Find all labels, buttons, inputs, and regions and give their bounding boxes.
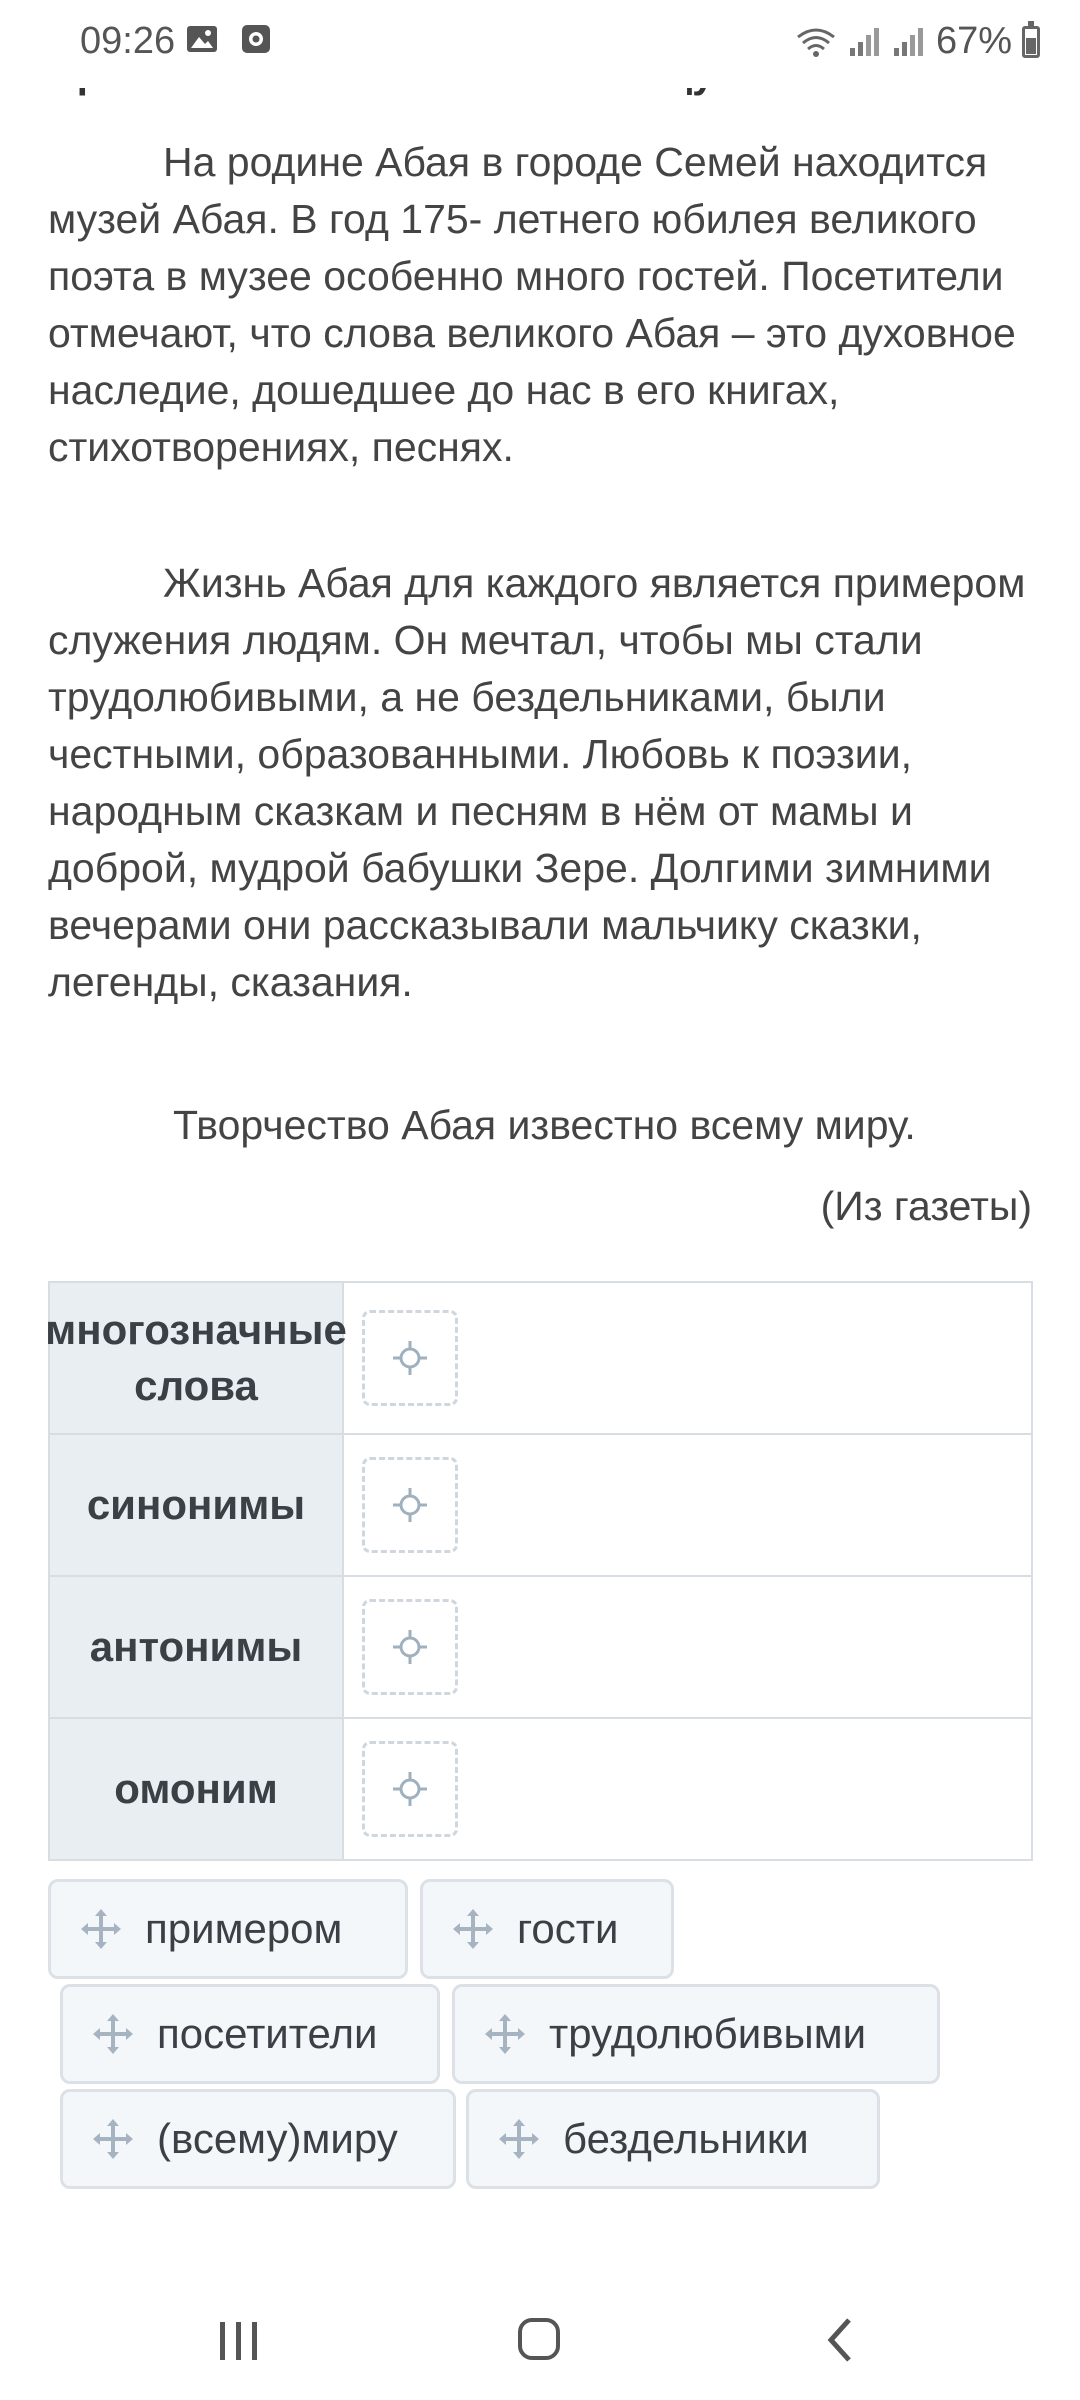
dropzone-antonyms[interactable]	[362, 1599, 458, 1695]
word-chip[interactable]	[60, 2089, 456, 2189]
gallery-notification-icon	[186, 24, 218, 54]
table-row	[50, 1577, 1031, 1719]
row-drop-area[interactable]	[344, 1577, 1031, 1717]
row-label-synonyms: синонимы	[50, 1435, 344, 1575]
word-chip-label: (всему)миру	[157, 2115, 398, 2162]
signal-icon-1	[848, 26, 882, 58]
row-label-antonyms: антонимы	[50, 1577, 344, 1717]
table-row	[50, 1435, 1031, 1577]
status-bar	[0, 0, 1080, 88]
move-target-icon	[390, 1769, 430, 1809]
move-target-icon	[390, 1338, 430, 1378]
back-icon[interactable]	[825, 2316, 855, 2364]
battery-percent: 67%	[935, 20, 1012, 62]
row-drop-area[interactable]	[344, 1719, 1031, 1859]
word-chip[interactable]	[420, 1879, 674, 1979]
recent-apps-icon[interactable]	[216, 2320, 262, 2362]
wifi-icon	[794, 25, 838, 59]
move-target-icon	[390, 1627, 430, 1667]
dropzone-polysemous[interactable]	[362, 1310, 458, 1406]
text-paragraph-1: На родине Абая в городе Семей находится музей Абая. В год 175- летнего юбилея великого поэта в музее особенно много гостей. Посетители отмечают, что слова великого Абая – это духовное наследие, дошедшее до нас в его книгах, стихотворениях, песнях.	[48, 139, 1016, 470]
dropzone-synonyms[interactable]	[362, 1457, 458, 1553]
status-time: 09:26	[80, 20, 176, 62]
home-icon[interactable]	[518, 2318, 560, 2360]
battery-icon	[1022, 26, 1040, 58]
word-chip[interactable]	[48, 1879, 408, 1979]
text-paragraph-2: Жизнь Абая для каждого является примером служения людям. Он мечтал, чтобы мы стали трудолюбивыми, а не бездельниками, были честными, образованными. Любовь к поэзии, народным сказкам и песням в нём от мамы и доброй, мудрой бабушки Зере. Долгими зимними вечерами они рассказывали мальчику сказки, легенды, сказания.	[48, 560, 1026, 1005]
row-drop-area[interactable]	[344, 1283, 1031, 1433]
word-chip-label: посетители	[157, 2010, 378, 2057]
move-target-icon	[390, 1485, 430, 1525]
drag-move-icon	[451, 1907, 495, 1951]
system-nav-bar	[0, 2280, 1080, 2400]
answer-table	[45, 1281, 1033, 1861]
table-row	[45, 1283, 1031, 1435]
dropzone-homonym[interactable]	[362, 1741, 458, 1837]
drag-move-icon	[79, 1907, 123, 1951]
signal-icon-2	[892, 26, 926, 58]
word-chip-label: бездельники	[563, 2115, 809, 2162]
text-source: (Из газеты)	[820, 1183, 1032, 1229]
word-chip-label: примером	[145, 1905, 343, 1952]
status-right	[794, 20, 1040, 63]
word-chip[interactable]	[60, 1984, 440, 2084]
drag-move-icon	[91, 2117, 135, 2161]
row-label-homonym: омоним	[50, 1719, 344, 1859]
drag-move-icon	[91, 2012, 135, 2056]
word-chip-label: гости	[517, 1905, 619, 1952]
app-notification-icon	[240, 24, 272, 54]
row-drop-area[interactable]	[344, 1435, 1031, 1575]
row-label-polysemous: многозначные слова	[50, 1283, 344, 1433]
word-chip[interactable]	[452, 1984, 940, 2084]
text-paragraph-3: Творчество Абая известно всему миру.	[173, 1102, 916, 1148]
drag-move-icon	[497, 2117, 541, 2161]
table-row	[50, 1719, 1031, 1859]
word-chip[interactable]	[466, 2089, 880, 2189]
word-chip-label: трудолюбивыми	[549, 2010, 867, 2057]
drag-move-icon	[483, 2012, 527, 2056]
